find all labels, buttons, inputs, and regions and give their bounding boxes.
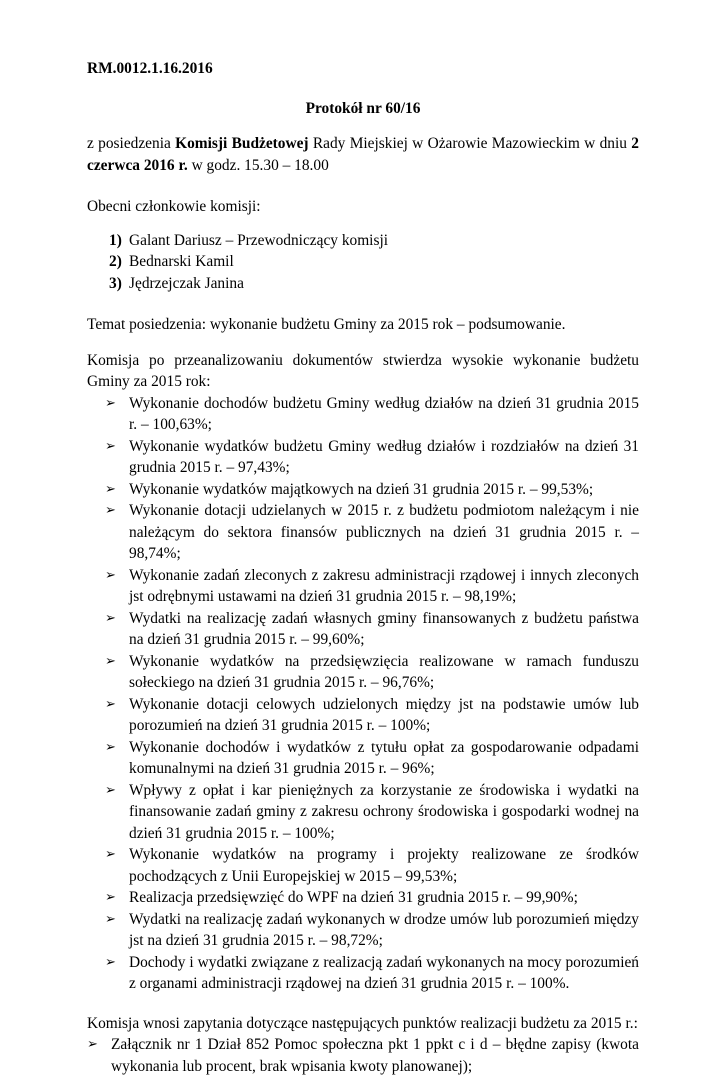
members-list [87, 230, 639, 295]
question-text: Załącznik nr 1 Dział 852 Pomoc społeczna pkt 1 ppkt c i d – błędne zapisy (kwota wykonania lub procent, brak wpisania kwoty planowanej); [111, 1036, 639, 1075]
committee-name: Komisji Budżetowej [175, 135, 309, 152]
finding-text: Wykonanie dochodów budżetu Gminy według działów na dzień 31 grudnia 2015 r. – 100,63%; [129, 394, 639, 433]
finding-text: Wykonanie dotacji celowych udzielonych między jst na podstawie umów lub porozumień na dzień 31 grudnia 2015 r. – 100%; [129, 695, 639, 734]
arrow-bullet-icon: ➢ [87, 1037, 98, 1052]
findings-list [87, 393, 639, 995]
arrow-bullet-icon: ➢ [105, 847, 116, 862]
arrow-bullet-icon: ➢ [105, 696, 116, 712]
member-number: 2) [109, 253, 122, 270]
member-item [109, 230, 639, 252]
meeting-date: 2 czerwca 2016 r. [87, 135, 639, 174]
meeting-topic: Temat posiedzenia: wykonanie budżetu Gminy za 2015 rok – podsumowanie. [87, 316, 566, 333]
finding-item [87, 500, 639, 565]
arrow-bullet-icon: ➢ [105, 610, 116, 626]
document-reference: RM.0012.1.16.2016 [87, 60, 213, 77]
members-heading: Obecni członkowie komisji: [87, 198, 261, 215]
member-number: 3) [109, 274, 122, 292]
finding-text: Wpływy z opłat i kar pieniężnych za korzystanie ze środowiska i wydatki na finansowanie zadań gminy z zakresu ochrony środowiska i gospodarki wodnej na dzień 31 grudnia 2015 r. – 100%; [129, 781, 639, 842]
member-name: Bednarski Kamil [129, 253, 234, 270]
intro-prefix: z posiedzenia [87, 135, 176, 152]
member-name: Galant Dariusz – Przewodniczący komisji [129, 231, 388, 249]
arrow-bullet-icon: ➢ [105, 911, 116, 927]
member-number: 1) [109, 231, 122, 249]
finding-item [87, 608, 639, 651]
finding-item [87, 651, 639, 694]
arrow-bullet-icon: ➢ [105, 567, 116, 583]
questions-list [87, 1034, 639, 1077]
member-item [109, 251, 639, 273]
finding-text: Wykonanie dochodów i wydatków z tytułu opłat za gospodarowanie odpadami komunalnymi na dzień 31 grudnia 2015 r. – 96%; [129, 738, 639, 777]
arrow-bullet-icon: ➢ [105, 954, 116, 970]
arrow-bullet-icon: ➢ [105, 481, 116, 497]
question-item [87, 1034, 639, 1077]
finding-text: Wykonanie wydatków budżetu Gminy według działów i rozdziałów na dzień 31 grudnia 2015 r. – 97,43%; [129, 437, 639, 476]
finding-item [87, 844, 639, 887]
finding-item [87, 952, 639, 995]
finding-text: Dochody i wydatki związane z realizacją zadań wykonanych na mocy porozumień z organami administracji rządowej na dzień 31 grudnia 2015 r. – 100%. [129, 953, 639, 992]
arrow-bullet-icon: ➢ [105, 395, 116, 411]
meeting-time: w godz. 15.30 – 18.00 [187, 156, 329, 174]
arrow-bullet-icon: ➢ [105, 653, 116, 669]
document-page [87, 58, 639, 1077]
intro-middle: Rady Miejskiej w Ożarowie Mazowieckim w dniu [308, 135, 632, 152]
finding-item [87, 780, 639, 845]
arrow-bullet-icon: ➢ [105, 503, 116, 518]
arrow-bullet-icon: ➢ [105, 782, 116, 798]
finding-item [87, 737, 639, 780]
protocol-title: Protokół nr 60/16 [305, 99, 421, 117]
arrow-bullet-icon: ➢ [105, 890, 116, 905]
finding-text: Wydatki na realizację zadań własnych gminy finansowanych z budżetu państwa na dzień 31 grudnia 2015 r. – 99,60%; [129, 609, 639, 648]
meeting-intro [87, 133, 639, 176]
analysis-intro: Komisja po przeanalizowaniu dokumentów stwierdza wysokie wykonanie budżetu Gminy za 2015 rok: [87, 351, 639, 390]
finding-item [87, 393, 639, 436]
finding-text: Wydatki na realizację zadań wykonanych w drodze umów lub porozumień między jst na dzień 31 grudnia 2015 r. – 98,72%; [129, 910, 639, 949]
member-name: Jędrzejczak Janina [129, 274, 244, 292]
finding-text: Wykonanie wydatków na przedsięwzięcia realizowane w ramach funduszu sołeckiego na dzień 31 grudnia 2015 r. – 96,76%; [129, 652, 639, 691]
finding-item [87, 565, 639, 608]
finding-item [87, 909, 639, 952]
arrow-bullet-icon: ➢ [105, 739, 116, 755]
questions-intro: Komisja wnosi zapytania dotyczące następujących punktów realizacji budżetu za 2015 r.: [87, 1014, 638, 1032]
finding-item [87, 887, 639, 909]
finding-text: Wykonanie dotacji udzielanych w 2015 r. z budżetu podmiotom należącym i nie należącym do sektora finansów publicznych na dzień 31 grudnia 2015 r. – 98,74%; [129, 502, 639, 562]
finding-item [87, 479, 639, 501]
member-item [109, 273, 639, 295]
arrow-bullet-icon: ➢ [105, 438, 116, 454]
finding-text: Wykonanie wydatków majątkowych na dzień 31 grudnia 2015 r. – 99,53%; [129, 480, 594, 498]
finding-text: Realizacja przedsięwzięć do WPF na dzień 31 grudnia 2015 r. – 99,90%; [129, 889, 578, 906]
finding-text: Wykonanie zadań zleconych z zakresu administracji rządowej i innych zleconych jst odrębnymi ustawami na dzień 31 grudnia 2015 r. – 98,19%; [129, 566, 639, 605]
finding-item [87, 436, 639, 479]
finding-item [87, 694, 639, 737]
finding-text: Wykonanie wydatków na programy i projekty realizowane ze środków pochodzących z Unii Europejskiej w 2015 – 99,53%; [129, 846, 639, 885]
